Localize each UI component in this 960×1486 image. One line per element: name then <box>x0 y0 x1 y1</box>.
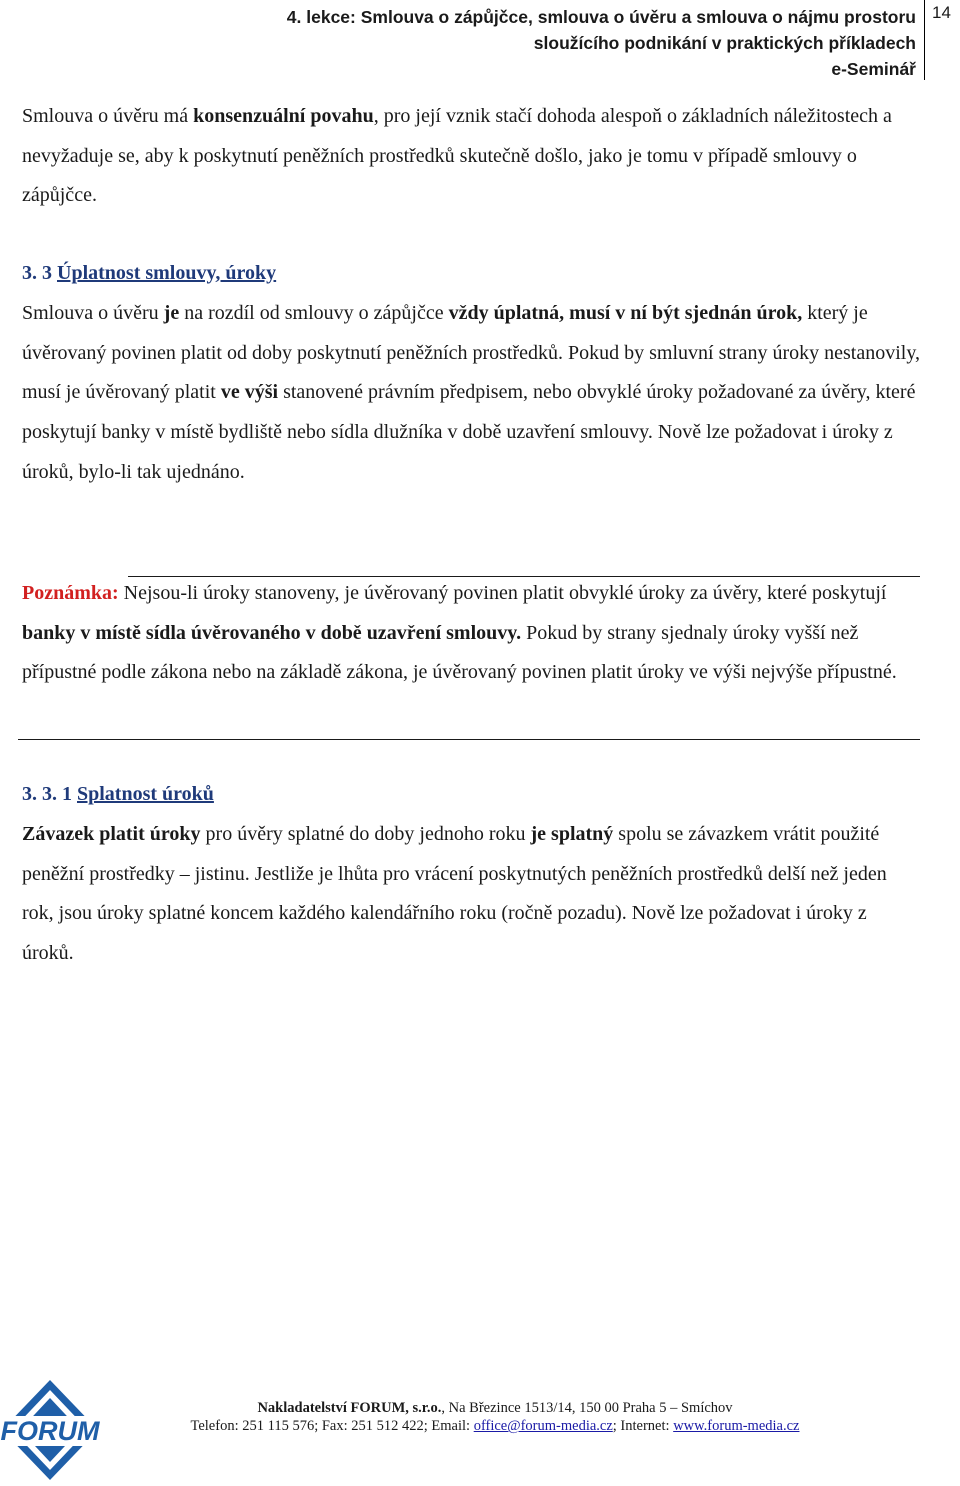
intro-emphasis: konsenzuální povahu <box>193 105 374 127</box>
intro-text: Smlouva o úvěru má <box>22 105 194 127</box>
emphasis-run: je splatný <box>530 823 614 845</box>
publisher-address: , Na Březince 1513/14, 150 00 Praha 5 – Smíchov <box>441 1400 733 1416</box>
section-title: Splatnost úroků <box>77 783 214 805</box>
text-run: stanovené právním předpisem, nebo obvyklé úroky požadované za úvěry, které poskytují banky v místě bydliště nebo sídla dlužníka v době uzavření smlouvy. Nově lze požadovat i úroky z úroků, bylo-li tak ujednáno. <box>22 381 916 483</box>
section-number: 3. 3. 1 <box>22 783 77 805</box>
text-run: spolu se závazkem vrátit použité peněžní prostředky – jistinu. Jestliže je lhůta pro vrácení poskytnutých peněžních prostředků delší než jeden rok, jsou úroky splatné koncem každého kalendářního roku (ročně pozadu). Nově lze požadovat i úroky z úroků. <box>22 823 887 965</box>
emphasis-run: Závazek platit úroky <box>22 823 201 845</box>
section-3-3-paragraph <box>22 294 922 493</box>
section-number: 3. 3 <box>22 262 57 284</box>
text-run: Pokud by strany sjednaly úroky vyšší než přípustné podle zákona nebo na základě zákona, je úvěrovaný povinen platit úroky ve výši nejvýše přípustné. <box>22 621 897 684</box>
internet-label: ; Internet: <box>612 1418 674 1434</box>
header-title-line-2: sloužícího podnikání v praktických příkladech <box>533 33 916 53</box>
emphasis-run: banky v místě sídla úvěrovaného v době uzavření smlouvy. <box>22 621 522 644</box>
email-link[interactable]: office@forum-media.cz <box>473 1418 613 1434</box>
header-title-line-1: 4. lekce: Smlouva o zápůjčce, smlouva o úvěru a smlouva o nájmu prostoru <box>286 7 916 27</box>
section-3-3-1-paragraph <box>22 815 922 974</box>
text-run: na rozdíl od smlouvy o zápůjčce <box>179 302 449 324</box>
intro-paragraph <box>22 97 922 216</box>
text-run: Nejsou-li úroky stanoveny, je úvěrovaný povinen platit obvyklé úroky za úvěry, které poskytují <box>118 582 887 604</box>
text-run: Smlouva o úvěru <box>22 302 164 324</box>
note-paragraph <box>22 574 922 693</box>
emphasis-run: vždy úplatná, musí v ní být sjednán úrok, <box>448 302 803 324</box>
section-heading-3-3 <box>22 262 276 285</box>
text-run: pro úvěry splatné do doby jednoho roku <box>200 823 531 845</box>
logo-text: FORUM <box>0 1416 100 1446</box>
header-title <box>287 4 916 82</box>
footer-publisher-line <box>155 1398 835 1418</box>
note-bottom-rule <box>18 739 920 740</box>
website-link[interactable]: www.forum-media.cz <box>673 1418 800 1434</box>
page-number: 14 <box>932 3 951 22</box>
header-title-line-3: e-Seminář <box>831 59 916 79</box>
page-header <box>0 0 960 80</box>
emphasis-run: je <box>163 302 180 324</box>
emphasis-run: ve výši <box>220 381 279 404</box>
section-heading-3-3-1 <box>22 783 214 806</box>
publisher-name: Nakladatelství FORUM, s.r.o. <box>257 1400 442 1416</box>
forum-logo <box>0 1378 100 1482</box>
section-title: Úplatnost smlouvy, úroky <box>57 262 277 284</box>
note-label: Poznámka: <box>22 582 119 604</box>
intro-text-cont: , pro její vznik stačí dohoda alespoň o základních náležitostech a nevyžaduje se, aby k poskytnutí peněžních prostředků skutečně došlo, jako je tomu v případě smlouvy o zápůjčce. <box>22 105 892 207</box>
text-run: který je úvěrovaný povinen platit od doby poskytnutí peněžních prostředků. Pokud by smluvní strany úroky nestanovily, musí je úvěrovaný platit <box>22 302 921 404</box>
contact-info: Telefon: 251 115 576; Fax: 251 512 422; Email: <box>190 1418 474 1434</box>
footer-contact-line <box>155 1416 835 1436</box>
header-divider <box>924 0 925 80</box>
